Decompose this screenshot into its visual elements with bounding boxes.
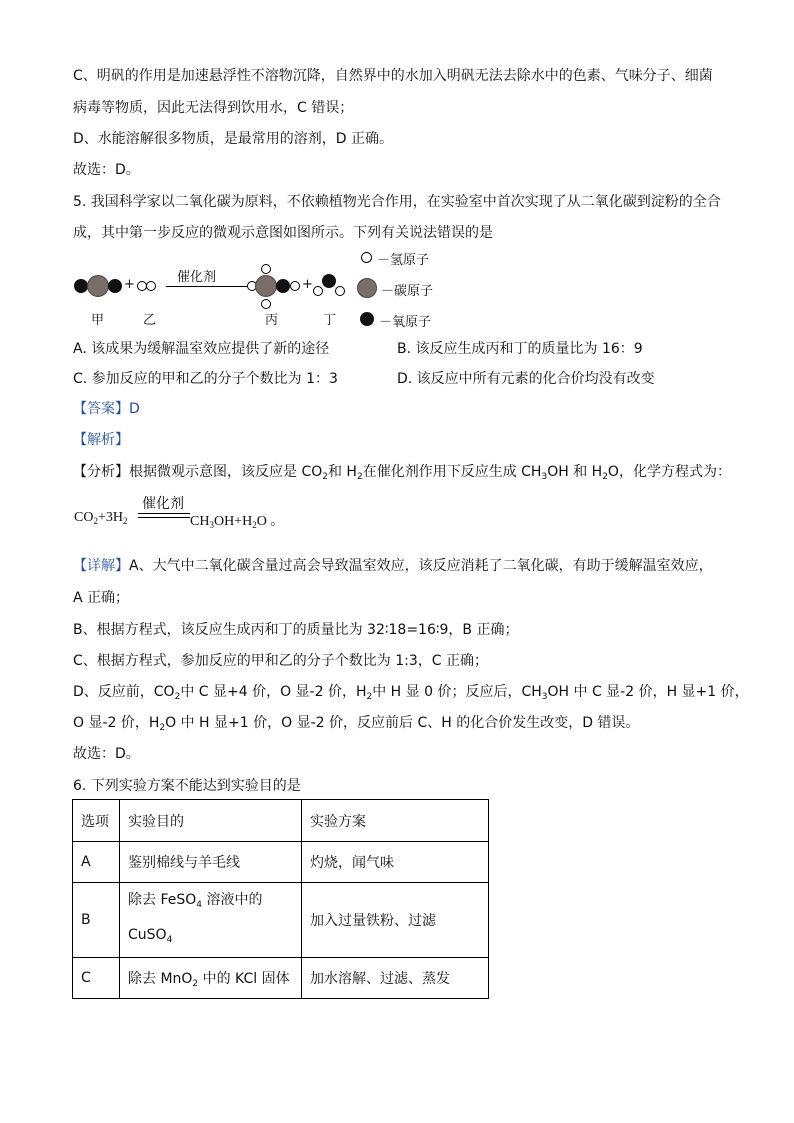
q5-option-c: C. 参加反应的甲和乙的分子个数比为 1：3 (73, 371, 338, 387)
q5-option-b: B. 该反应生成丙和丁的质量比为 16：9 (397, 341, 643, 357)
equation-catalyst: 催化剂 (142, 496, 184, 512)
q5-xiangjie-4: C、根据方程式，参加反应的甲和乙的分子个数比为 1:3，C 正确； (73, 653, 488, 669)
oxygen-atom (108, 279, 122, 293)
label-ding: 丁 (323, 313, 337, 328)
reaction-arrow (166, 286, 260, 287)
plus-sign: + (124, 277, 135, 292)
legend-oxygen-icon (360, 312, 374, 326)
q5-xiangjie-3: B、根据方程式，该反应生成丙和丁的质量比为 32∶18=16∶9，B 正确； (73, 622, 519, 638)
prev-line-4: 故选：D。 (73, 162, 140, 178)
label-bing: 丙 (265, 313, 279, 328)
table-row (73, 883, 489, 958)
table-row (73, 958, 489, 999)
label-jia: 甲 (91, 313, 105, 328)
q5-xiangjie-1: 【详解】A、大气中二氧化碳含量过高会导致温室效应，该反应消耗了二氧化碳，有助于缓解温室效应， (73, 558, 713, 574)
hydrogen-atom (335, 286, 345, 296)
q5-xiangjie-2: A 正确； (73, 590, 130, 606)
cell-goal: 鉴别棉线与羊毛线 (120, 842, 302, 883)
q6-stem: 6. 下列实验方案不能达到实验目的是 (73, 778, 301, 794)
hydrogen-atom (146, 281, 156, 291)
legend-carbon-label: －碳原子 (381, 284, 434, 299)
equation-equals-sign (138, 513, 190, 518)
carbon-atom (87, 275, 109, 297)
q5-option-d: D. 该反应中所有元素的化合价均没有改变 (397, 371, 655, 387)
table-row (73, 842, 489, 883)
catalyst-label: 催化剂 (177, 270, 217, 285)
prev-line-1: C、明矾的作用是加速悬浮性不溶物沉降，自然界中的水加入明矾无法去除水中的色素、气味分子、细菌 (73, 68, 713, 84)
q5-choose: 故选：D。 (73, 746, 140, 762)
cell-plan: 灼烧，闻气味 (302, 842, 489, 883)
equation-left: $CO_2+3H_2$ (74, 510, 128, 526)
table-header-row (73, 800, 489, 842)
q5-stem-1: 5. 我国科学家以二氧化碳为原料，不依赖植物光合作用，在实验室中首次实现了从二氧化碳到淀粉的全合 (73, 194, 721, 210)
xiangjie-tag: 【详解】 (73, 558, 129, 574)
q5-stem-2: 成，其中第一步反应的微观示意图如图所示。下列有关说法错误的是 (73, 225, 493, 241)
q5-fenxi: 【分析】根据微观示意图，该反应是 $CO_2$和 $H_2$在催化剂作用下反应生成 $CH_3OH$ 和 $H_2O$，化学方程式为： (73, 464, 731, 482)
label-yi: 乙 (143, 313, 157, 328)
cell-goal: 除去 MnO$_2$ 中的 KCl 固体 (120, 958, 302, 999)
chemical-equation (74, 493, 314, 533)
cell-plan: 加水溶解、过滤、蒸发 (302, 958, 489, 999)
legend-hydrogen-label: －氢原子 (377, 253, 430, 268)
cell-option: A (73, 842, 120, 883)
q5-option-a: A. 该成果为缓解温室效应提供了新的途径 (73, 341, 330, 357)
header-option: 选项 (73, 800, 120, 842)
legend-carbon-icon (357, 278, 377, 298)
plus-sign: + (302, 277, 313, 292)
q5-xiangjie-6: O 显-2 价，$H_2O$ 中 H 显+1 价，O 显-2 价，反应前后 C、H 的化合价发生改变，D 错误。 (73, 715, 640, 733)
cell-option: B (73, 883, 120, 958)
oxygen-atom (322, 274, 336, 288)
header-plan: 实验方案 (302, 800, 489, 842)
hydrogen-atom (290, 281, 300, 291)
legend-oxygen-label: －氧原子 (379, 315, 432, 330)
fenxi-tag: 【分析】 (73, 464, 129, 480)
oxygen-atom (276, 279, 290, 293)
q5-answer: 【答案】D (73, 401, 140, 417)
equation-right: $CH_3OH+H_2O$ 。 (190, 514, 285, 530)
hydrogen-atom (261, 264, 271, 274)
hydrogen-atom (313, 286, 323, 296)
legend-hydrogen-icon (361, 252, 372, 263)
q5-xiangjie-5: D、反应前，$CO_2$中 C 显+4 价，O 显-2 价，$H_2$中 H 显 0 价；反应后，$CH_3OH$ 中 C 显-2 价，H 显+1 价， (73, 684, 749, 702)
cell-plan: 加入过量铁粉、过滤 (302, 883, 489, 958)
header-goal: 实验目的 (120, 800, 302, 842)
prev-line-2: 病毒等物质，因此无法得到饮用水，C 错误； (73, 100, 354, 116)
hydrogen-atom (261, 299, 271, 309)
carbon-atom (255, 275, 277, 297)
q5-analysis-title: 【解析】 (73, 432, 129, 448)
cell-goal: 除去 FeSO$_4$ 溶液中的 CuSO$_4$ (120, 883, 302, 958)
prev-line-3: D、水能溶解很多物质，是最常用的溶剂，D 正确。 (73, 131, 394, 147)
oxygen-atom (74, 279, 88, 293)
q6-table (72, 799, 489, 999)
cell-option: C (73, 958, 120, 999)
